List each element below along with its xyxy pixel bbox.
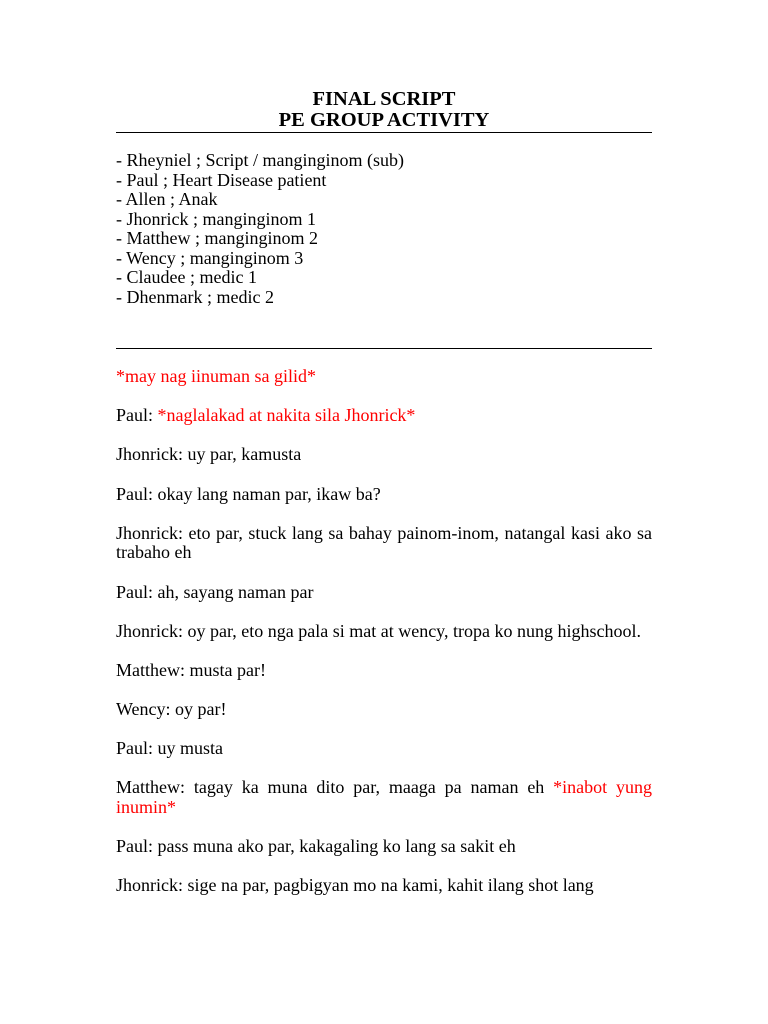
document-title: FINAL SCRIPT	[312, 88, 456, 110]
speaker-name: Jhonrick:	[116, 875, 183, 896]
stage-direction: *inabot yung inumin*	[116, 777, 653, 818]
speaker-name: Wency:	[116, 699, 171, 720]
title-block	[116, 89, 652, 131]
document-subtitle: PE GROUP ACTIVITY	[278, 109, 490, 131]
dialogue-text: uy par, kamusta	[187, 444, 302, 465]
cast-item: - Matthew ; manginginom 2	[116, 228, 318, 249]
title-divider	[116, 132, 652, 133]
speaker-name: Matthew:	[116, 659, 185, 680]
dialogue-text: oy par, eto nga pala si mat at wency, tropa ko nung highschool.	[187, 620, 641, 641]
cast-item: - Dhenmark ; medic 2	[116, 286, 274, 307]
script-line	[116, 876, 652, 896]
dialogue-text: musta par!	[189, 659, 266, 680]
cast-item: - Paul ; Heart Disease patient	[116, 169, 327, 190]
dialogue-text: tagay ka muna dito par, maaga pa naman eh	[193, 777, 545, 798]
script-body	[116, 367, 652, 916]
script-line	[116, 622, 652, 642]
script-line	[116, 524, 652, 563]
script-line	[116, 406, 652, 426]
script-line	[116, 837, 652, 857]
script-line	[116, 739, 652, 759]
speaker-name: Jhonrick:	[116, 620, 183, 641]
cast-item: - Rheyniel ; Script / manginginom (sub)	[116, 150, 404, 170]
cast-list	[116, 151, 652, 308]
speaker-name: Jhonrick:	[116, 522, 183, 543]
speaker-name: Paul:	[116, 738, 154, 759]
dialogue-text: pass muna ako par, kakagaling ko lang sa sakit eh	[157, 836, 516, 857]
speaker-name: Jhonrick:	[116, 444, 183, 465]
dialogue-text: okay lang naman par, ikaw ba?	[157, 483, 381, 504]
cast-item: - Allen ; Anak	[116, 189, 218, 210]
stage-direction: *naglalakad at nakita sila Jhonrick*	[157, 405, 416, 426]
script-line	[116, 700, 652, 720]
script-line	[116, 661, 652, 681]
cast-divider	[116, 348, 652, 349]
cast-item: - Claudee ; medic 1	[116, 267, 257, 288]
speaker-name: Paul:	[116, 581, 154, 602]
cast-item: - Jhonrick ; manginginom 1	[116, 208, 316, 229]
speaker-name: Paul:	[116, 836, 154, 857]
dialogue-text: eto par, stuck lang sa bahay painom-inom, natangal kasi ako sa trabaho eh	[116, 522, 652, 563]
dialogue-text: uy musta	[157, 738, 224, 759]
script-line	[116, 778, 652, 817]
script-line	[116, 445, 652, 465]
dialogue-text: oy par!	[175, 699, 227, 720]
stage-direction: *may nag iinuman sa gilid*	[116, 366, 316, 386]
script-line	[116, 583, 652, 603]
speaker-name: Paul:	[116, 483, 154, 504]
script-line	[116, 367, 652, 387]
dialogue-text: sige na par, pagbigyan mo na kami, kahit ilang shot lang	[187, 875, 594, 896]
speaker-name: Matthew:	[116, 777, 185, 798]
dialogue-text: ah, sayang naman par	[157, 581, 314, 602]
cast-item: - Wency ; manginginom 3	[116, 247, 304, 268]
speaker-name: Paul:	[116, 405, 154, 426]
script-line	[116, 485, 652, 505]
